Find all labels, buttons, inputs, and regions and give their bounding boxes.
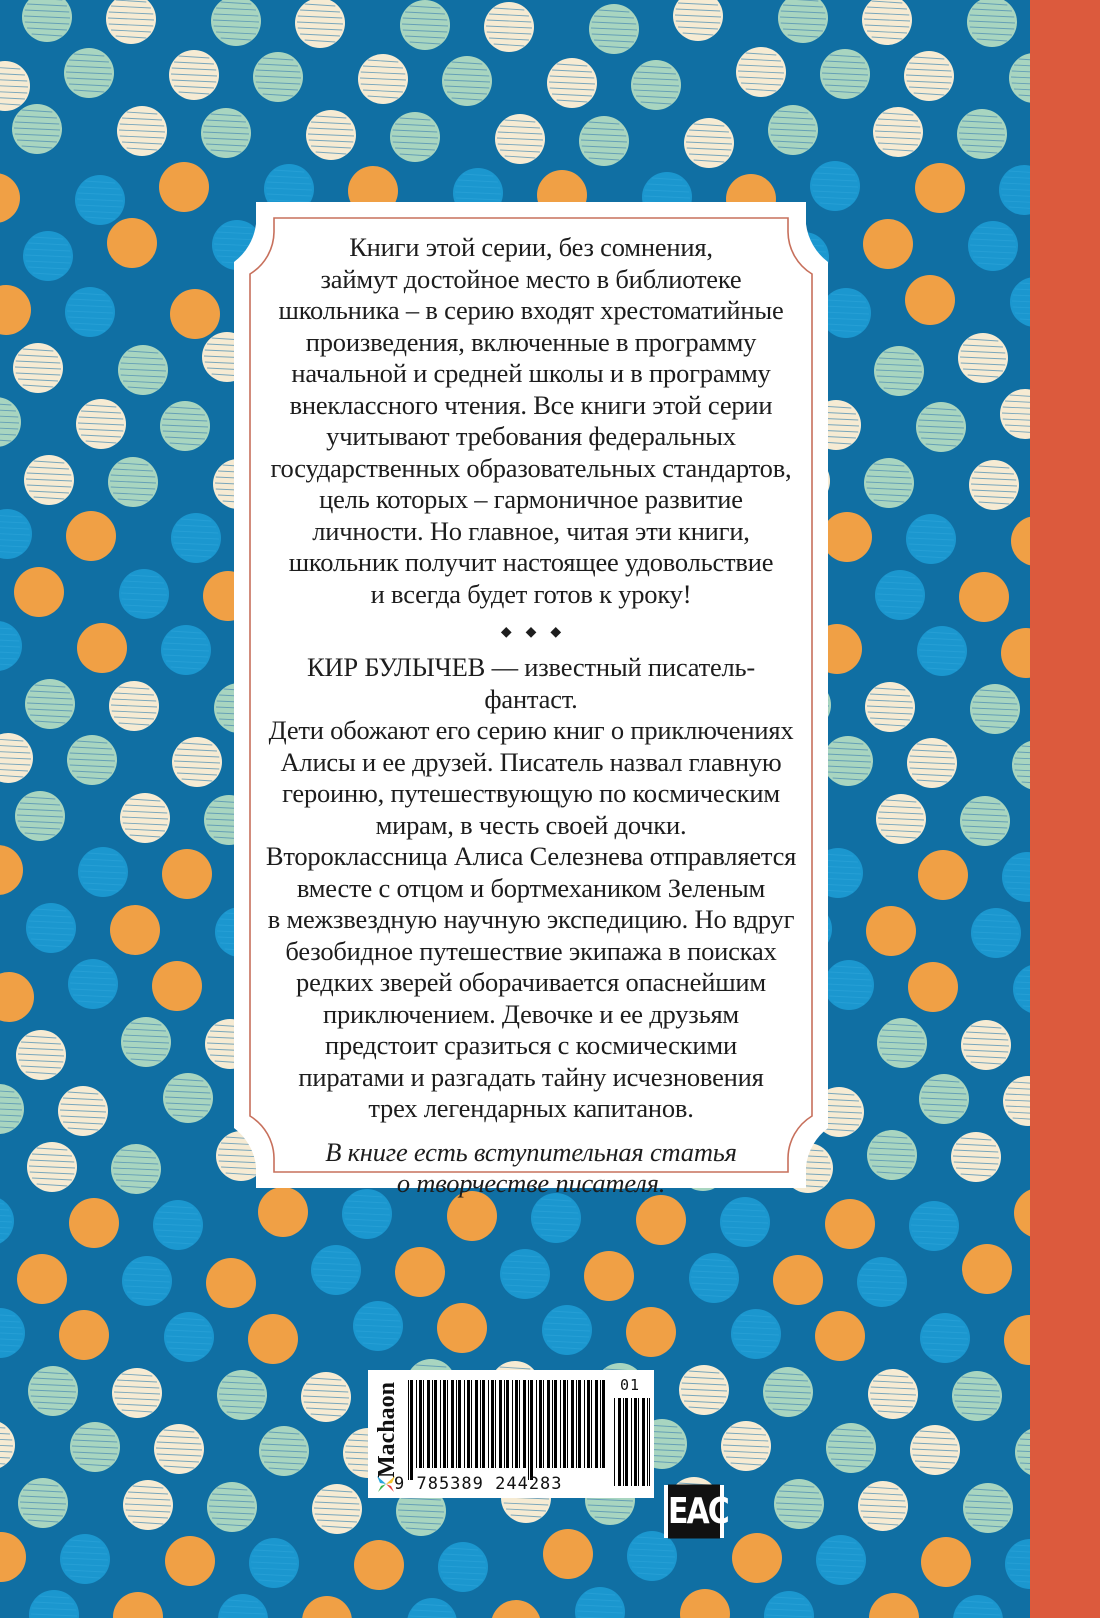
- text-line: Алисы и ее друзей. Писатель назвал главную: [280, 746, 782, 777]
- barcode-digits: 9 785389 244283: [394, 1474, 563, 1494]
- intro-article-note: [262, 1137, 800, 1200]
- text-line: школьника – в серию входят хрестоматийные: [278, 295, 784, 325]
- text-line: о творчестве писателя.: [396, 1168, 666, 1198]
- series-description: [262, 232, 800, 610]
- text-line: учитывают требования федеральных: [326, 421, 736, 451]
- text-line: школьник получит настоящее удовольствие: [288, 547, 774, 577]
- text-line: Книги этой серии, без сомнения,: [349, 232, 713, 262]
- text-line: трех легендарных капитанов.: [368, 1093, 694, 1123]
- publisher-logo: Machaon: [374, 1382, 400, 1478]
- text-line: КИР БУЛЫЧЕВ — известный писатель-фантаст.: [306, 652, 756, 714]
- text-line: в межзвездную научную экспедицию. Но вдруг: [267, 904, 795, 934]
- text-line: безобидное путешествие экипажа в поисках: [285, 935, 777, 966]
- spine-strip: [1030, 0, 1100, 1618]
- barcode-addon-digits: 01: [620, 1376, 641, 1394]
- text-line: государственных образовательных стандартов,: [270, 452, 792, 483]
- text-line: Второклассница Алиса Селезнева отправляется: [265, 841, 797, 871]
- text-line: начальной и средней школы и в программу: [291, 358, 771, 388]
- text-line: редких зверей оборачивается опаснейшим: [296, 967, 766, 997]
- text-line: займут достойное место в библиотеке: [320, 263, 742, 294]
- text-line: произведения, включенные в программу: [305, 326, 757, 357]
- eac-label: EAC: [668, 1485, 720, 1539]
- text-line: мирам, в честь своей дочки.: [375, 809, 687, 840]
- text-line: приключением. Девочке и ее друзьям: [322, 998, 740, 1029]
- eac-certification-mark: [664, 1485, 728, 1538]
- addon-barcode: [614, 1398, 650, 1486]
- text-line: вместе с отцом и бортмехаником Зеленым: [296, 872, 766, 903]
- ean13-barcode: [408, 1380, 608, 1480]
- text-line: героиню, путешествующую по космическим: [282, 778, 780, 808]
- text-line: внеклассного чтения. Все книги этой серии: [289, 389, 773, 420]
- text-line: личности. Но главное, читая эти книги,: [312, 515, 750, 546]
- text-line: предстоит сразиться с космическими: [325, 1030, 737, 1060]
- text-line: пиратами и разгадать тайну исчезновения: [298, 1061, 764, 1092]
- butterfly-icon: [376, 1474, 396, 1494]
- author-description: [262, 652, 800, 1125]
- text-line: Дети обожают его серию книг о приключениях: [268, 715, 794, 745]
- text-line: и всегда будет готов к уроку!: [370, 578, 692, 609]
- text-line: В книге есть вступительная статья: [325, 1136, 737, 1167]
- text-line: цель которых – гармоничное развитие: [319, 484, 743, 514]
- card-text: [262, 232, 800, 1200]
- diamond-separator-icon: ◆◆◆: [500, 625, 576, 640]
- barcode-label: [368, 1370, 654, 1498]
